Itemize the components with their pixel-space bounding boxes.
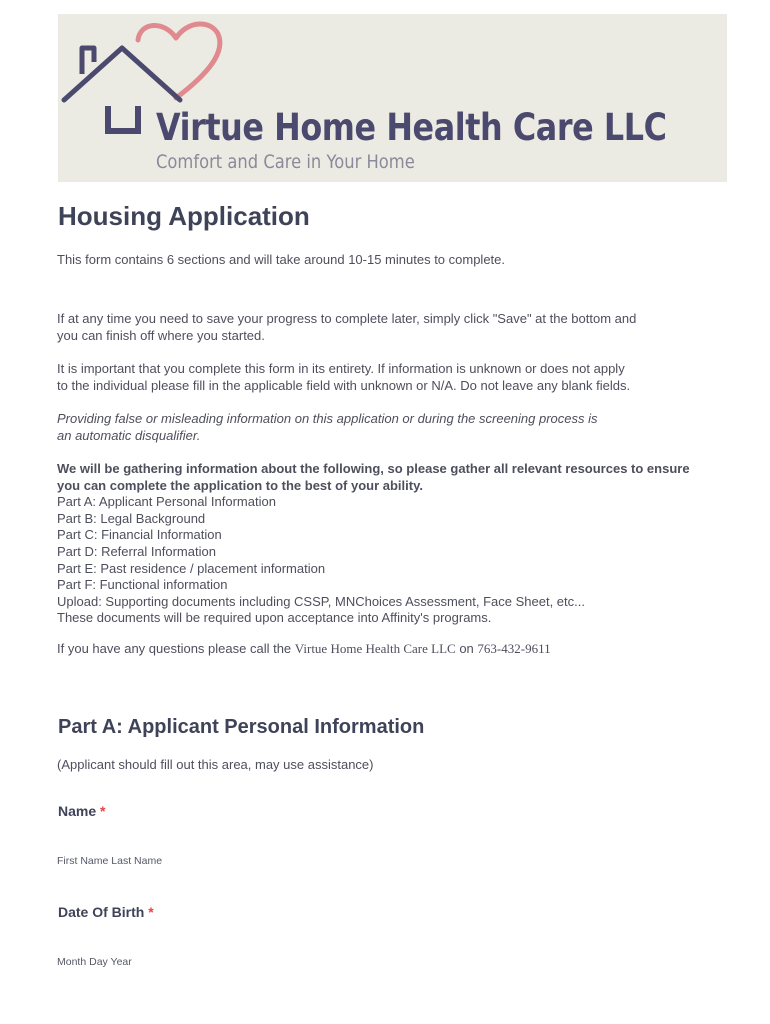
section-note: (Applicant should fill out this area, may use assistance) [57, 757, 374, 772]
required-mark: * [148, 904, 154, 920]
list-item: Upload: Supporting documents including CSSP, MNChoices Assessment, Face Sheet, etc... [57, 593, 585, 609]
list-item: Part D: Referral Information [57, 543, 216, 559]
list-item: Part F: Functional information [57, 577, 228, 593]
list-item: These documents will be required upon acceptance into Affinity's programs. [57, 610, 492, 626]
list-item: Part C: Financial Information [57, 527, 222, 543]
list-item: Part E: Past residence / placement information [57, 560, 326, 576]
contact-org: Virtue Home Health Care LLC [294, 641, 456, 656]
contact-note: If you have any questions please call the Virtue Home Health Care LLC on 763-432-9611 [57, 641, 551, 656]
disqualifier-warning: Providing false or misleading information on this application or during the screening process is an automatic disqualifier. [57, 411, 598, 443]
brand-tagline: Comfort and Care in Your Home [156, 151, 415, 173]
page-title: Housing Application [58, 201, 310, 231]
header-banner [58, 14, 727, 182]
intro-text: This form contains 6 sections and will take around 10-15 minutes to complete. [57, 252, 506, 267]
list-item: Part A: Applicant Personal Information [57, 494, 276, 510]
name-field-label: Name * [58, 803, 106, 819]
name-sublabels [57, 855, 162, 867]
dob-field-label: Date Of Birth * [58, 904, 154, 920]
sections-overview: We will be gathering information about the following, so please gather all relevant resources to ensure you can complete the application to the best of your ability. Part A: Applicant Personal Information Part B: Legal Background Part C: Financial Information Part D: Referral Information Part E: Past residence / placement information Part F: Functional information Upload: Supporting documents including CSSP, MNChoices Assessment, Face Sheet, etc... These documents will be required upon acceptance into Affinity's programs. [57, 461, 717, 627]
month-sublabel: Month [57, 956, 87, 968]
required-mark: * [100, 803, 106, 819]
last-name-sublabel: Last Name [111, 855, 163, 867]
first-name-sublabel: First Name [57, 855, 109, 867]
complete-note: It is important that you complete this form in its entirety. If information is unknown or does not apply to the individual please fill in the applicable field with unknown or N/A. Do not leave any blank fields. [57, 361, 631, 393]
day-sublabel: Day [89, 956, 108, 968]
dob-sublabels [57, 956, 132, 968]
list-item: Part B: Legal Background [57, 510, 206, 526]
brand-name: Virtue Home Health Care LLC [156, 106, 667, 149]
contact-phone[interactable]: 763-432-9611 [477, 641, 551, 656]
section-heading-part-a: Part A: Applicant Personal Information [58, 716, 425, 738]
save-note: If at any time you need to save your progress to complete later, simply click "Save" at the bottom and you can finish off where you started. [57, 311, 637, 343]
year-sublabel: Year [110, 956, 132, 968]
